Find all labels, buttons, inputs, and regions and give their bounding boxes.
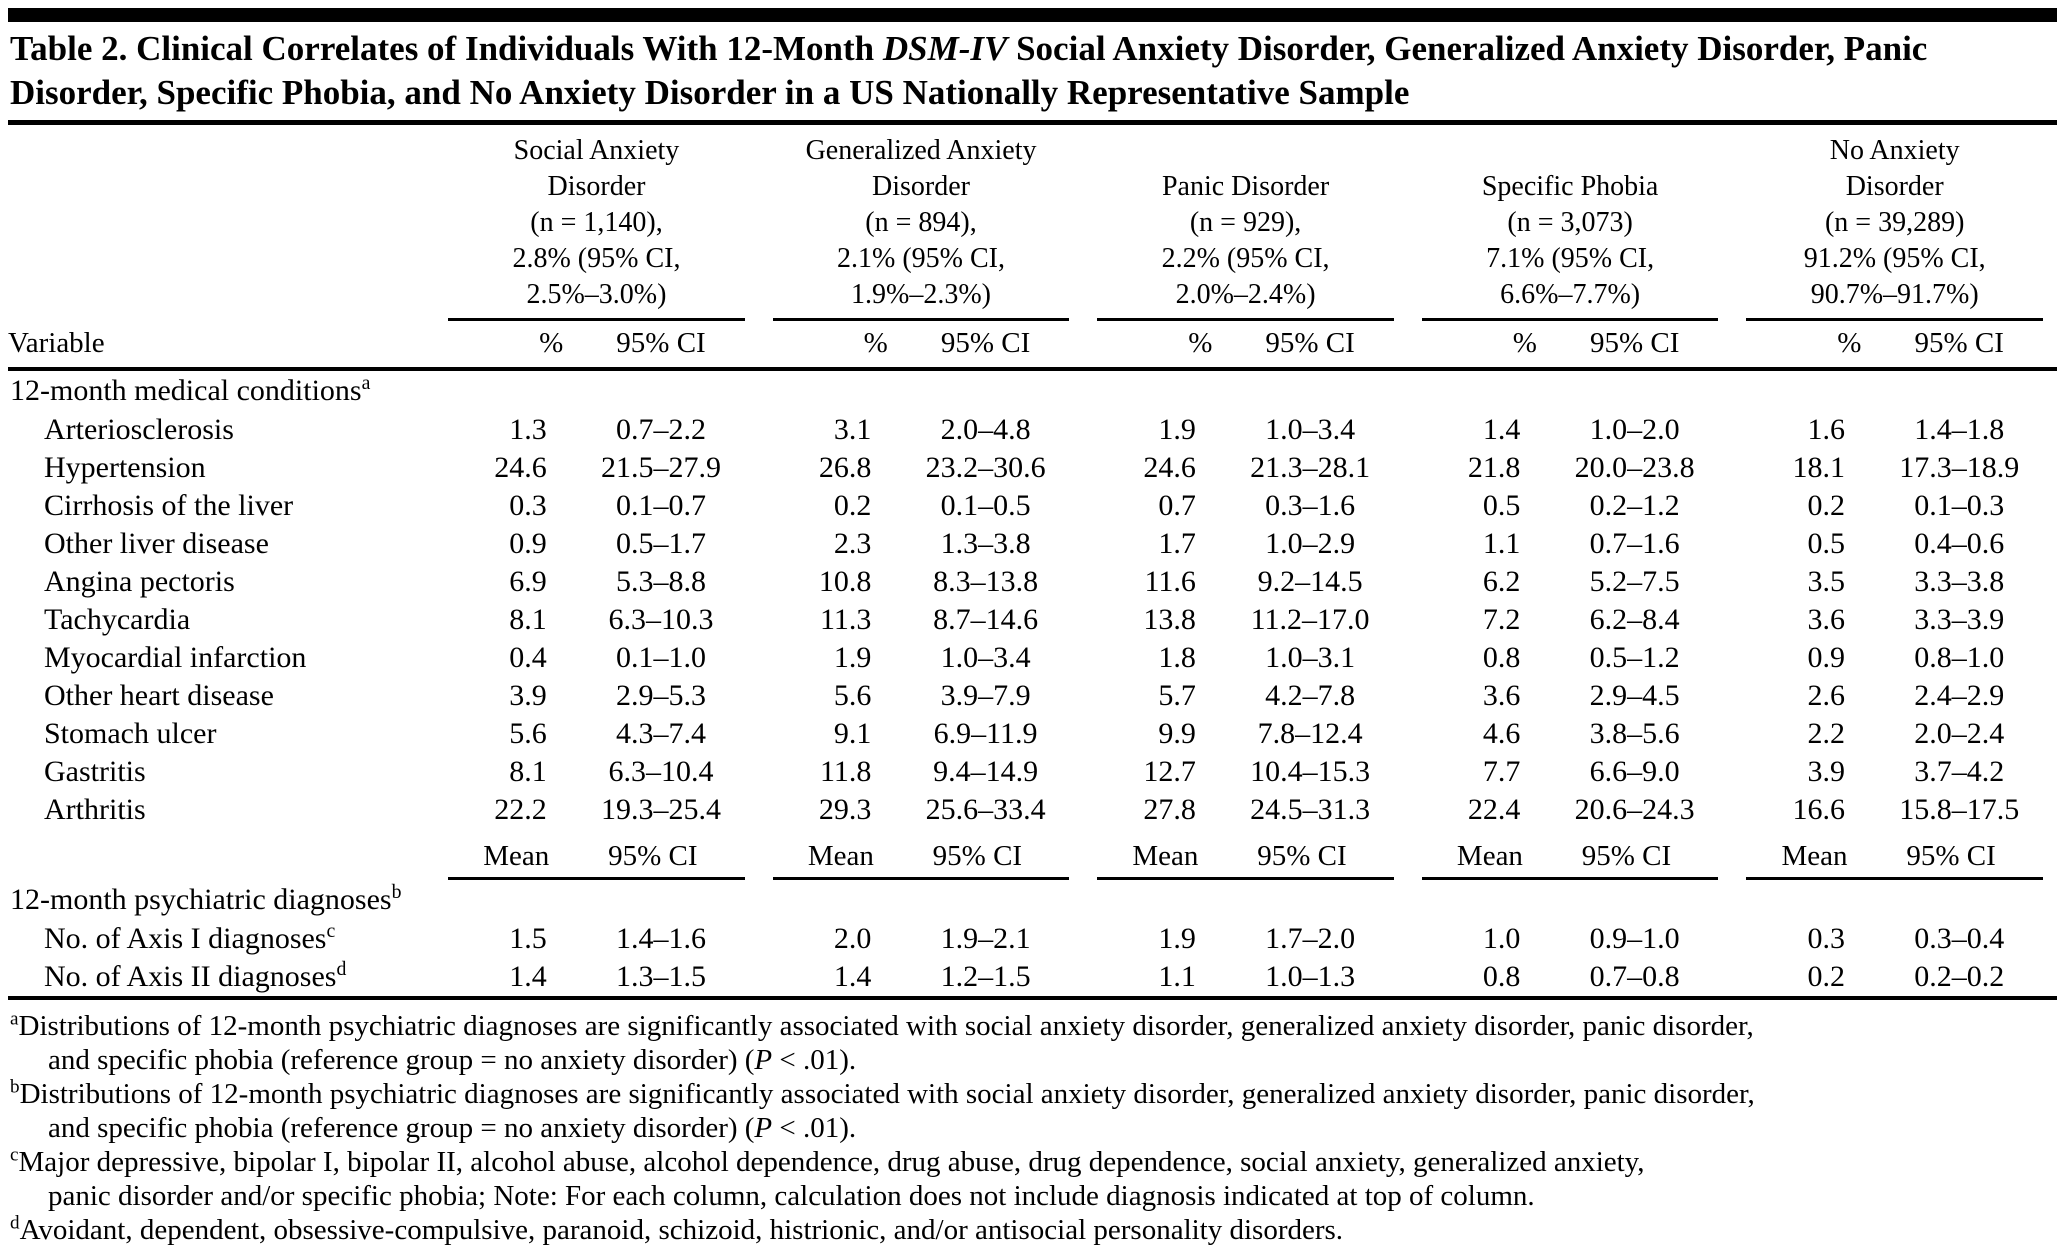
- top-rule: [8, 8, 2057, 22]
- ci-value-cell: 0.1–0.3: [1914, 489, 2005, 522]
- percent-value-cell: 6.2: [1482, 565, 1521, 598]
- variable-label: No. of Axis II diagnoses: [44, 960, 337, 993]
- column-group-header-line: (n = 3,073): [1507, 207, 1633, 238]
- mean-subheader-rule: [773, 841, 1070, 880]
- percent-value-cell: 3.5: [1807, 565, 1845, 598]
- footnote: [10, 1077, 2055, 1145]
- ci-value-cell: 10.4–15.3: [1250, 755, 1371, 788]
- percent-value-cell: 0.9: [1807, 641, 1845, 674]
- table-row: [8, 791, 2057, 829]
- column-group-header-line: 7.1% (95% CI,: [1486, 243, 1655, 274]
- ci-value-cell: 3.3–3.8: [1914, 565, 2005, 598]
- ci-value-cell: 2.4–2.9: [1914, 679, 2005, 712]
- percent-value-cell: 1.4: [434, 958, 563, 998]
- mean-subheader-group-cell: [1408, 829, 1733, 880]
- percent-value-cell: 0.2: [1807, 489, 1845, 522]
- ci-value-cell: 4.2–7.8: [1265, 679, 1356, 712]
- ci-value-cell: 2.9–4.5: [1589, 679, 1680, 712]
- percent-value-cell: 8.1: [509, 603, 547, 636]
- variable-label-cell: [8, 563, 434, 601]
- variable-label: Angina pectoris: [44, 565, 235, 598]
- text-segment: Table 2. Clinical Correlates of Individuals With 12-Month: [10, 29, 883, 68]
- percent-value-cell: 1.9: [1158, 413, 1196, 446]
- percent-column-header: %: [1732, 321, 1861, 369]
- variable-label-cell: [8, 601, 434, 639]
- column-group-header-line: 90.7%–91.7%): [1810, 279, 1979, 310]
- text-segment: Social Anxiety Disorder, Generalized Anxiety Disorder, Panic: [1007, 29, 1928, 68]
- column-group-header-text: [1746, 133, 2043, 321]
- ci-value-cell: 0.3–0.4: [1914, 922, 2005, 955]
- journal-table-page: [0, 8, 2065, 1247]
- mean-subheader-row: [8, 829, 2057, 880]
- ci-column-header: 95% CI: [1212, 321, 1407, 369]
- ci-column-header: 95% CI: [888, 321, 1083, 369]
- percent-value-cell: 0.4: [509, 641, 547, 674]
- ci-column-header: 95% CI: [1906, 840, 1996, 872]
- variable-label-cell: [8, 753, 434, 791]
- ci-column-header: 95% CI: [1537, 321, 1732, 369]
- percent-value-cell: 11.6: [1144, 565, 1196, 598]
- column-group-header-panic-disorder: [1083, 125, 1408, 321]
- ci-value-cell: 4.3–7.4: [616, 717, 707, 750]
- ci-value-cell: 0.1–0.7: [616, 489, 707, 522]
- percent-value-cell: 0.2: [833, 489, 872, 522]
- ci-value-cell: 15.8–17.5: [1899, 793, 2020, 826]
- column-group-header-line: (n = 894),: [865, 207, 977, 238]
- percent-value-cell: 1.1: [1482, 527, 1521, 560]
- percent-value-cell: 1.7: [1158, 527, 1196, 560]
- footnote-marker: c: [326, 920, 336, 942]
- variable-label-cell: [8, 639, 434, 677]
- variable-label: Arthritis: [44, 793, 146, 826]
- variable-label-cell: [8, 958, 434, 998]
- percent-value-cell: 1.0: [1482, 922, 1521, 955]
- footnotes: [8, 1000, 2057, 1247]
- footnote-line: [10, 1213, 2055, 1247]
- ci-value-cell: 17.3–18.9: [1899, 451, 2020, 484]
- percent-value-cell: 18.1: [1792, 451, 1845, 484]
- mean-column-header: Mean: [807, 840, 874, 872]
- mean-subheader-rule: [1422, 841, 1719, 880]
- text-segment: Major depressive, bipolar I, bipolar II, alcohol abuse, alcohol dependence, drug abuse, drug dependence, social anxiety, generalized anxiety,: [18, 1146, 1645, 1178]
- footnote-line: [10, 1145, 2055, 1179]
- ci-value-cell: 2.0–4.8: [940, 413, 1031, 446]
- column-group-header-line: 6.6%–7.7%): [1500, 279, 1641, 310]
- percent-value-cell: 1.5: [509, 922, 547, 955]
- ci-value-cell: 1.0–3.4: [940, 641, 1031, 674]
- mean-column-header: Mean: [1456, 840, 1523, 872]
- percent-value-cell: 5.6: [509, 717, 547, 750]
- ci-value-cell: 3.8–5.6: [1589, 717, 1680, 750]
- mean-column-header: Mean: [1781, 840, 1848, 872]
- ci-value-cell: 6.9–11.9: [933, 717, 1038, 750]
- footnote-line: [10, 1111, 2055, 1145]
- percent-value-cell: 16.6: [1792, 793, 1845, 826]
- table-row: [8, 411, 2057, 449]
- column-group-header-line: Social Anxiety: [513, 135, 680, 166]
- ci-value-cell: 1.4–1.6: [616, 922, 707, 955]
- text-segment: Distributions of 12-month psychiatric diagnoses are significantly associated with social anxiety disorder, generalized anxiety disorder, panic disorder,: [19, 1078, 1755, 1110]
- percent-value-cell: 22.4: [1467, 793, 1521, 826]
- ci-column-header: 95% CI: [932, 840, 1023, 872]
- table-row: [8, 753, 2057, 791]
- ci-value-cell: 0.7–2.2: [616, 413, 707, 446]
- ci-value-cell: 2.9–5.3: [616, 679, 707, 712]
- mean-subheader-group-cell: [434, 829, 759, 880]
- percent-value-cell: 0.8: [1482, 641, 1521, 674]
- percent-value-cell: 0.9: [509, 527, 547, 560]
- percent-value-cell: 4.6: [1482, 717, 1521, 750]
- ci-value-cell: 6.2–8.4: [1589, 603, 1680, 636]
- ci-value-cell: 1.0–1.3: [1212, 958, 1407, 998]
- percent-value-cell: 1.4: [759, 958, 888, 998]
- section-header-row: [8, 880, 2057, 920]
- table-row: [8, 715, 2057, 753]
- percent-value-cell: 1.4: [1482, 413, 1521, 446]
- table-header: [8, 125, 2057, 369]
- column-group-header-line: 2.2% (95% CI,: [1161, 243, 1330, 274]
- ci-value-cell: 5.2–7.5: [1589, 565, 1680, 598]
- footnote-marker: b: [10, 1076, 20, 1098]
- variable-label-cell: [8, 920, 434, 958]
- column-group-header-line: Generalized Anxiety: [805, 135, 1037, 166]
- subheader-row: [8, 321, 2057, 369]
- footnote: [10, 1213, 2055, 1247]
- percent-column-header: %: [759, 321, 888, 369]
- variable-label: Other liver disease: [44, 527, 269, 560]
- ci-value-cell: 0.9–1.0: [1589, 922, 1680, 955]
- ci-value-cell: 24.5–31.3: [1250, 793, 1371, 826]
- text-segment: Distributions of 12-month psychiatric diagnoses are significantly associated with social anxiety disorder, generalized anxiety disorder, panic disorder,: [18, 1010, 1754, 1042]
- empty-variable-cell: [8, 829, 434, 880]
- footnote-line: [10, 1043, 2055, 1077]
- text-segment: < .01).: [772, 1112, 857, 1144]
- footnote: [10, 1009, 2055, 1077]
- ci-value-cell: 0.8–1.0: [1914, 641, 2005, 674]
- percent-value-cell: 9.9: [1158, 717, 1196, 750]
- percent-value-cell: 21.8: [1467, 451, 1521, 484]
- percent-value-cell: 3.9: [1807, 755, 1845, 788]
- table-row: [8, 601, 2057, 639]
- column-group-header-line: 2.8% (95% CI,: [512, 243, 681, 274]
- section-header-label: [8, 880, 2057, 920]
- italic-text-segment: DSM-IV: [882, 29, 1008, 68]
- percent-value-cell: 0.8: [1408, 958, 1537, 998]
- column-group-header-row: [8, 125, 2057, 321]
- variable-label-cell: [8, 677, 434, 715]
- percent-value-cell: 3.1: [833, 413, 872, 446]
- variable-column-header: Variable: [8, 321, 434, 369]
- section-header-text: 12-month psychiatric diagnoses: [10, 883, 392, 916]
- ci-value-cell: 3.7–4.2: [1914, 755, 2005, 788]
- ci-value-cell: 1.9–2.1: [940, 922, 1031, 955]
- text-segment: Disorder, Specific Phobia, and No Anxiety Disorder in a US Nationally Representative Sample: [10, 73, 1410, 112]
- variable-label-cell: [8, 525, 434, 563]
- table-row: [8, 525, 2057, 563]
- table-title-line: [10, 71, 2055, 115]
- ci-value-cell: 5.3–8.8: [616, 565, 707, 598]
- percent-value-cell: 1.6: [1807, 413, 1845, 446]
- mean-subheader-rule: [448, 841, 745, 880]
- percent-value-cell: 2.6: [1807, 679, 1845, 712]
- column-group-header-line: Panic Disorder: [1161, 171, 1330, 202]
- column-group-header-line: 91.2% (95% CI,: [1803, 243, 1986, 274]
- percent-column-header: %: [1408, 321, 1537, 369]
- column-group-header-line: Disorder: [872, 171, 971, 202]
- column-group-header-no-anxiety-disorder: [1732, 125, 2057, 321]
- mean-subheader-group-cell: [759, 829, 1084, 880]
- column-group-header-line: (n = 1,140),: [530, 207, 663, 238]
- ci-value-cell: 0.7–1.6: [1589, 527, 1680, 560]
- ci-value-cell: 2.0–2.4: [1914, 717, 2005, 750]
- variable-label: No. of Axis I diagnoses: [44, 922, 327, 955]
- percent-value-cell: 24.6: [494, 451, 547, 484]
- column-group-header-social-anxiety-disorder: [434, 125, 759, 321]
- percent-value-cell: 0.3: [1807, 922, 1845, 955]
- ci-value-cell: 0.1–1.0: [616, 641, 707, 674]
- ci-column-header: 95% CI: [1861, 321, 2057, 369]
- ci-value-cell: 1.4–1.8: [1914, 413, 2005, 446]
- column-group-header-line: No Anxiety: [1829, 135, 1960, 166]
- column-group-header-line: (n = 39,289): [1824, 207, 1965, 238]
- ci-value-cell: 0.5–1.2: [1589, 641, 1680, 674]
- percent-value-cell: 3.9: [509, 679, 547, 712]
- ci-value-cell: 19.3–25.4: [601, 793, 722, 826]
- variable-label: Myocardial infarction: [44, 641, 307, 674]
- column-group-header-text: [1422, 169, 1719, 321]
- italic-text-segment: P: [754, 1112, 773, 1144]
- ci-column-header: 95% CI: [1581, 840, 1672, 872]
- ci-value-cell: 1.3–3.8: [940, 527, 1031, 560]
- percent-value-cell: 0.5: [1482, 489, 1521, 522]
- table-row: [8, 563, 2057, 601]
- mean-column-header: Mean: [1132, 840, 1199, 872]
- percent-value-cell: 0.3: [509, 489, 547, 522]
- percent-value-cell: 5.7: [1158, 679, 1196, 712]
- percent-value-cell: 1.3: [509, 413, 547, 446]
- ci-value-cell: 8.3–13.8: [933, 565, 1039, 598]
- ci-value-cell: 0.1–0.5: [940, 489, 1031, 522]
- table-title: [8, 22, 2057, 125]
- ci-value-cell: 1.0–2.0: [1589, 413, 1680, 446]
- mean-column-header: Mean: [483, 840, 550, 872]
- text-segment: and specific phobia (reference group = no anxiety disorder) (: [48, 1044, 755, 1076]
- percent-value-cell: 2.3: [833, 527, 872, 560]
- variable-label-cell: [8, 487, 434, 525]
- ci-value-cell: 23.2–30.6: [925, 451, 1046, 484]
- ci-value-cell: 20.6–24.3: [1574, 793, 1695, 826]
- ci-value-cell: 3.3–3.9: [1914, 603, 2005, 636]
- column-group-header-line: Disorder: [1845, 171, 1944, 202]
- percent-value-cell: 1.9: [1158, 922, 1196, 955]
- variable-label: Other heart disease: [44, 679, 274, 712]
- ci-value-cell: 7.8–12.4: [1257, 717, 1363, 750]
- percent-value-cell: 12.7: [1143, 755, 1196, 788]
- variable-column-spacer: [8, 125, 434, 321]
- column-group-header-specific-phobia: [1408, 125, 1733, 321]
- mean-subheader-group-cell: [1083, 829, 1408, 880]
- ci-value-cell: 1.3–1.5: [563, 958, 758, 998]
- table-row: [8, 639, 2057, 677]
- footnote-marker: a: [10, 1008, 19, 1030]
- ci-value-cell: 0.2–1.2: [1589, 489, 1680, 522]
- percent-value-cell: 26.8: [818, 451, 872, 484]
- percent-value-cell: 10.8: [818, 565, 872, 598]
- ci-value-cell: 0.2–0.2: [1861, 958, 2057, 998]
- italic-text-segment: P: [754, 1044, 773, 1076]
- variable-label: Tachycardia: [44, 603, 191, 636]
- ci-value-cell: 9.4–14.9: [933, 755, 1039, 788]
- column-group-header-line: Disorder: [547, 171, 646, 202]
- percent-value-cell: 27.8: [1143, 793, 1196, 826]
- table-row: [8, 958, 2057, 998]
- ci-value-cell: 25.6–33.4: [925, 793, 1046, 826]
- ci-value-cell: 3.9–7.9: [940, 679, 1031, 712]
- percent-value-cell: 1.8: [1158, 641, 1196, 674]
- ci-value-cell: 9.2–14.5: [1257, 565, 1363, 598]
- percent-column-header: %: [1083, 321, 1212, 369]
- section-header-label: [8, 369, 2057, 411]
- variable-label: Cirrhosis of the liver: [44, 489, 294, 522]
- column-group-header-line: 2.5%–3.0%): [526, 279, 667, 310]
- ci-column-header: 95% CI: [1257, 840, 1347, 872]
- table-row: [8, 487, 2057, 525]
- variable-label-cell: [8, 791, 434, 829]
- footnote: [10, 1145, 2055, 1213]
- ci-value-cell: 0.4–0.6: [1914, 527, 2005, 560]
- table-row: [8, 677, 2057, 715]
- footnote-line: [10, 1009, 2055, 1043]
- text-segment: Avoidant, dependent, obsessive-compulsive, paranoid, schizoid, histrionic, and/or antisocial personality disorders.: [19, 1214, 1344, 1246]
- table-row: [8, 920, 2057, 958]
- percent-value-cell: 3.6: [1482, 679, 1521, 712]
- ci-value-cell: 6.6–9.0: [1589, 755, 1680, 788]
- footnote-marker: b: [391, 881, 402, 903]
- footnote-marker: c: [10, 1144, 19, 1166]
- ci-column-header: 95% CI: [608, 840, 698, 872]
- column-group-header-line: 2.0%–2.4%): [1175, 279, 1316, 310]
- percent-value-cell: 11.3: [819, 603, 872, 636]
- variable-label-cell: [8, 715, 434, 753]
- percent-value-cell: 0.2: [1732, 958, 1861, 998]
- column-group-header-text: [1097, 169, 1394, 321]
- percent-value-cell: 7.2: [1482, 603, 1521, 636]
- percent-value-cell: 2.2: [1807, 717, 1845, 750]
- percent-value-cell: 11.8: [819, 755, 872, 788]
- percent-value-cell: 0.5: [1807, 527, 1845, 560]
- percent-value-cell: 1.9: [833, 641, 872, 674]
- section-header-row: [8, 369, 2057, 411]
- ci-column-header: 95% CI: [563, 321, 758, 369]
- variable-label: Stomach ulcer: [44, 717, 217, 750]
- variable-label-cell: [8, 449, 434, 487]
- percent-value-cell: 3.6: [1807, 603, 1845, 636]
- text-segment: < .01).: [772, 1044, 857, 1076]
- section-header-text: 12-month medical conditions: [10, 374, 362, 407]
- footnote-line: [10, 1077, 2055, 1111]
- ci-value-cell: 21.3–28.1: [1250, 451, 1371, 484]
- percent-value-cell: 7.7: [1482, 755, 1521, 788]
- variable-label-cell: [8, 411, 434, 449]
- percent-column-header: %: [434, 321, 563, 369]
- footnote-marker: d: [10, 1212, 20, 1234]
- percent-value-cell: 1.1: [1083, 958, 1212, 998]
- ci-value-cell: 8.7–14.6: [933, 603, 1039, 636]
- text-segment: panic disorder and/or specific phobia; Note: For each column, calculation does not include diagnosis indicated at top of column.: [48, 1180, 1535, 1212]
- footnote-line: [10, 1179, 2055, 1213]
- percent-value-cell: 5.6: [833, 679, 872, 712]
- table-title-line: [10, 27, 2055, 71]
- footnote-marker: d: [336, 958, 347, 980]
- percent-value-cell: 13.8: [1143, 603, 1196, 636]
- percent-value-cell: 2.0: [833, 922, 872, 955]
- variable-label: Hypertension: [44, 451, 206, 484]
- mean-subheader-group-cell: [1732, 829, 2057, 880]
- percent-value-cell: 22.2: [494, 793, 547, 826]
- column-group-header-line: 1.9%–2.3%): [851, 279, 992, 310]
- ci-value-cell: 0.3–1.6: [1265, 489, 1356, 522]
- mean-subheader-rule: [1097, 841, 1394, 880]
- ci-value-cell: 21.5–27.9: [601, 451, 722, 484]
- ci-value-cell: 6.3–10.4: [608, 755, 714, 788]
- ci-value-cell: 1.0–3.4: [1265, 413, 1356, 446]
- ci-value-cell: 1.0–3.1: [1265, 641, 1356, 674]
- ci-value-cell: 1.7–2.0: [1265, 922, 1356, 955]
- percent-value-cell: 0.7: [1158, 489, 1196, 522]
- variable-label: Arteriosclerosis: [44, 413, 234, 446]
- ci-value-cell: 1.0–2.9: [1265, 527, 1356, 560]
- percent-value-cell: 8.1: [509, 755, 547, 788]
- column-group-header-line: 2.1% (95% CI,: [837, 243, 1006, 274]
- ci-value-cell: 11.2–17.0: [1250, 603, 1370, 636]
- ci-value-cell: 0.7–0.8: [1537, 958, 1732, 998]
- column-group-header-line: Specific Phobia: [1481, 171, 1659, 202]
- column-group-header-line: (n = 929),: [1189, 207, 1302, 238]
- percent-value-cell: 9.1: [833, 717, 872, 750]
- ci-value-cell: 1.2–1.5: [888, 958, 1083, 998]
- clinical-correlates-table: [8, 125, 2057, 1000]
- column-group-header-text: [448, 133, 745, 321]
- table-row: [8, 449, 2057, 487]
- footnote-marker: a: [361, 372, 371, 394]
- mean-subheader-rule: [1746, 841, 2043, 880]
- text-segment: and specific phobia (reference group = no anxiety disorder) (: [48, 1112, 755, 1144]
- ci-value-cell: 20.0–23.8: [1574, 451, 1695, 484]
- percent-value-cell: 24.6: [1143, 451, 1196, 484]
- table-body: [8, 369, 2057, 998]
- column-group-header-generalized-anxiety-disorder: [759, 125, 1084, 321]
- variable-label: Gastritis: [44, 755, 146, 788]
- ci-value-cell: 0.5–1.7: [616, 527, 707, 560]
- percent-value-cell: 6.9: [509, 565, 547, 598]
- column-group-header-text: [773, 133, 1070, 321]
- percent-value-cell: 29.3: [818, 793, 872, 826]
- ci-value-cell: 6.3–10.3: [608, 603, 714, 636]
